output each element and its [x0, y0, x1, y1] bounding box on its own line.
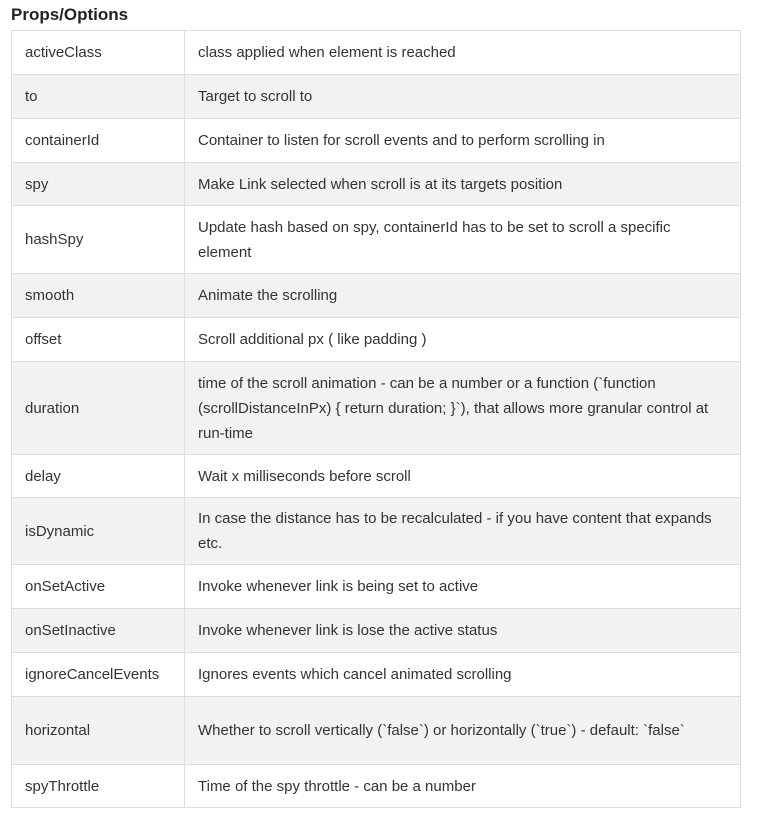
table-row — [12, 31, 741, 75]
prop-name: smooth — [12, 274, 185, 318]
prop-name: horizontal — [12, 697, 185, 765]
prop-description: class applied when element is reached — [185, 31, 741, 75]
table-row — [12, 609, 741, 653]
table-row — [12, 697, 741, 765]
prop-name: to — [12, 75, 185, 119]
prop-description: Whether to scroll vertically (`false`) or horizontally (`true`) - default: `false` — [185, 697, 741, 765]
prop-description: Invoke whenever link is lose the active status — [185, 609, 741, 653]
prop-description: Make Link selected when scroll is at its targets position — [185, 163, 741, 206]
prop-name: hashSpy — [12, 206, 185, 274]
prop-name: ignoreCancelEvents — [12, 653, 185, 697]
prop-name: onSetInactive — [12, 609, 185, 653]
prop-name: duration — [12, 362, 185, 455]
prop-description: Update hash based on spy, containerId has to be set to scroll a specific element — [185, 206, 741, 274]
table-row — [12, 362, 741, 455]
prop-description: time of the scroll animation - can be a number or a function (`function (scrollDistanceInPx) { return duration; }`), that allows more granular control at run-time — [185, 362, 741, 455]
prop-description: In case the distance has to be recalculated - if you have content that expands etc. — [185, 498, 741, 565]
prop-description: Time of the spy throttle - can be a number — [185, 765, 741, 808]
table-row — [12, 455, 741, 498]
prop-name: delay — [12, 455, 185, 498]
prop-name: isDynamic — [12, 498, 185, 565]
prop-description: Container to listen for scroll events and to perform scrolling in — [185, 119, 741, 163]
prop-name: containerId — [12, 119, 185, 163]
prop-name: offset — [12, 318, 185, 362]
prop-description: Invoke whenever link is being set to active — [185, 565, 741, 609]
prop-description: Animate the scrolling — [185, 274, 741, 318]
prop-name: spy — [12, 163, 185, 206]
table-row — [12, 163, 741, 206]
table-row — [12, 765, 741, 808]
table-row — [12, 498, 741, 565]
prop-description: Scroll additional px ( like padding ) — [185, 318, 741, 362]
section-heading: Props/Options — [11, 5, 129, 24]
table-row — [12, 119, 741, 163]
prop-description: Wait x milliseconds before scroll — [185, 455, 741, 498]
table-row — [12, 206, 741, 274]
table-row — [12, 75, 741, 119]
prop-name: spyThrottle — [12, 765, 185, 808]
table-row — [12, 318, 741, 362]
prop-description: Target to scroll to — [185, 75, 741, 119]
props-table — [11, 30, 741, 808]
table-row — [12, 274, 741, 318]
table-row — [12, 653, 741, 697]
prop-name: onSetActive — [12, 565, 185, 609]
table-row — [12, 565, 741, 609]
prop-name: activeClass — [12, 31, 185, 75]
prop-description: Ignores events which cancel animated scrolling — [185, 653, 741, 697]
